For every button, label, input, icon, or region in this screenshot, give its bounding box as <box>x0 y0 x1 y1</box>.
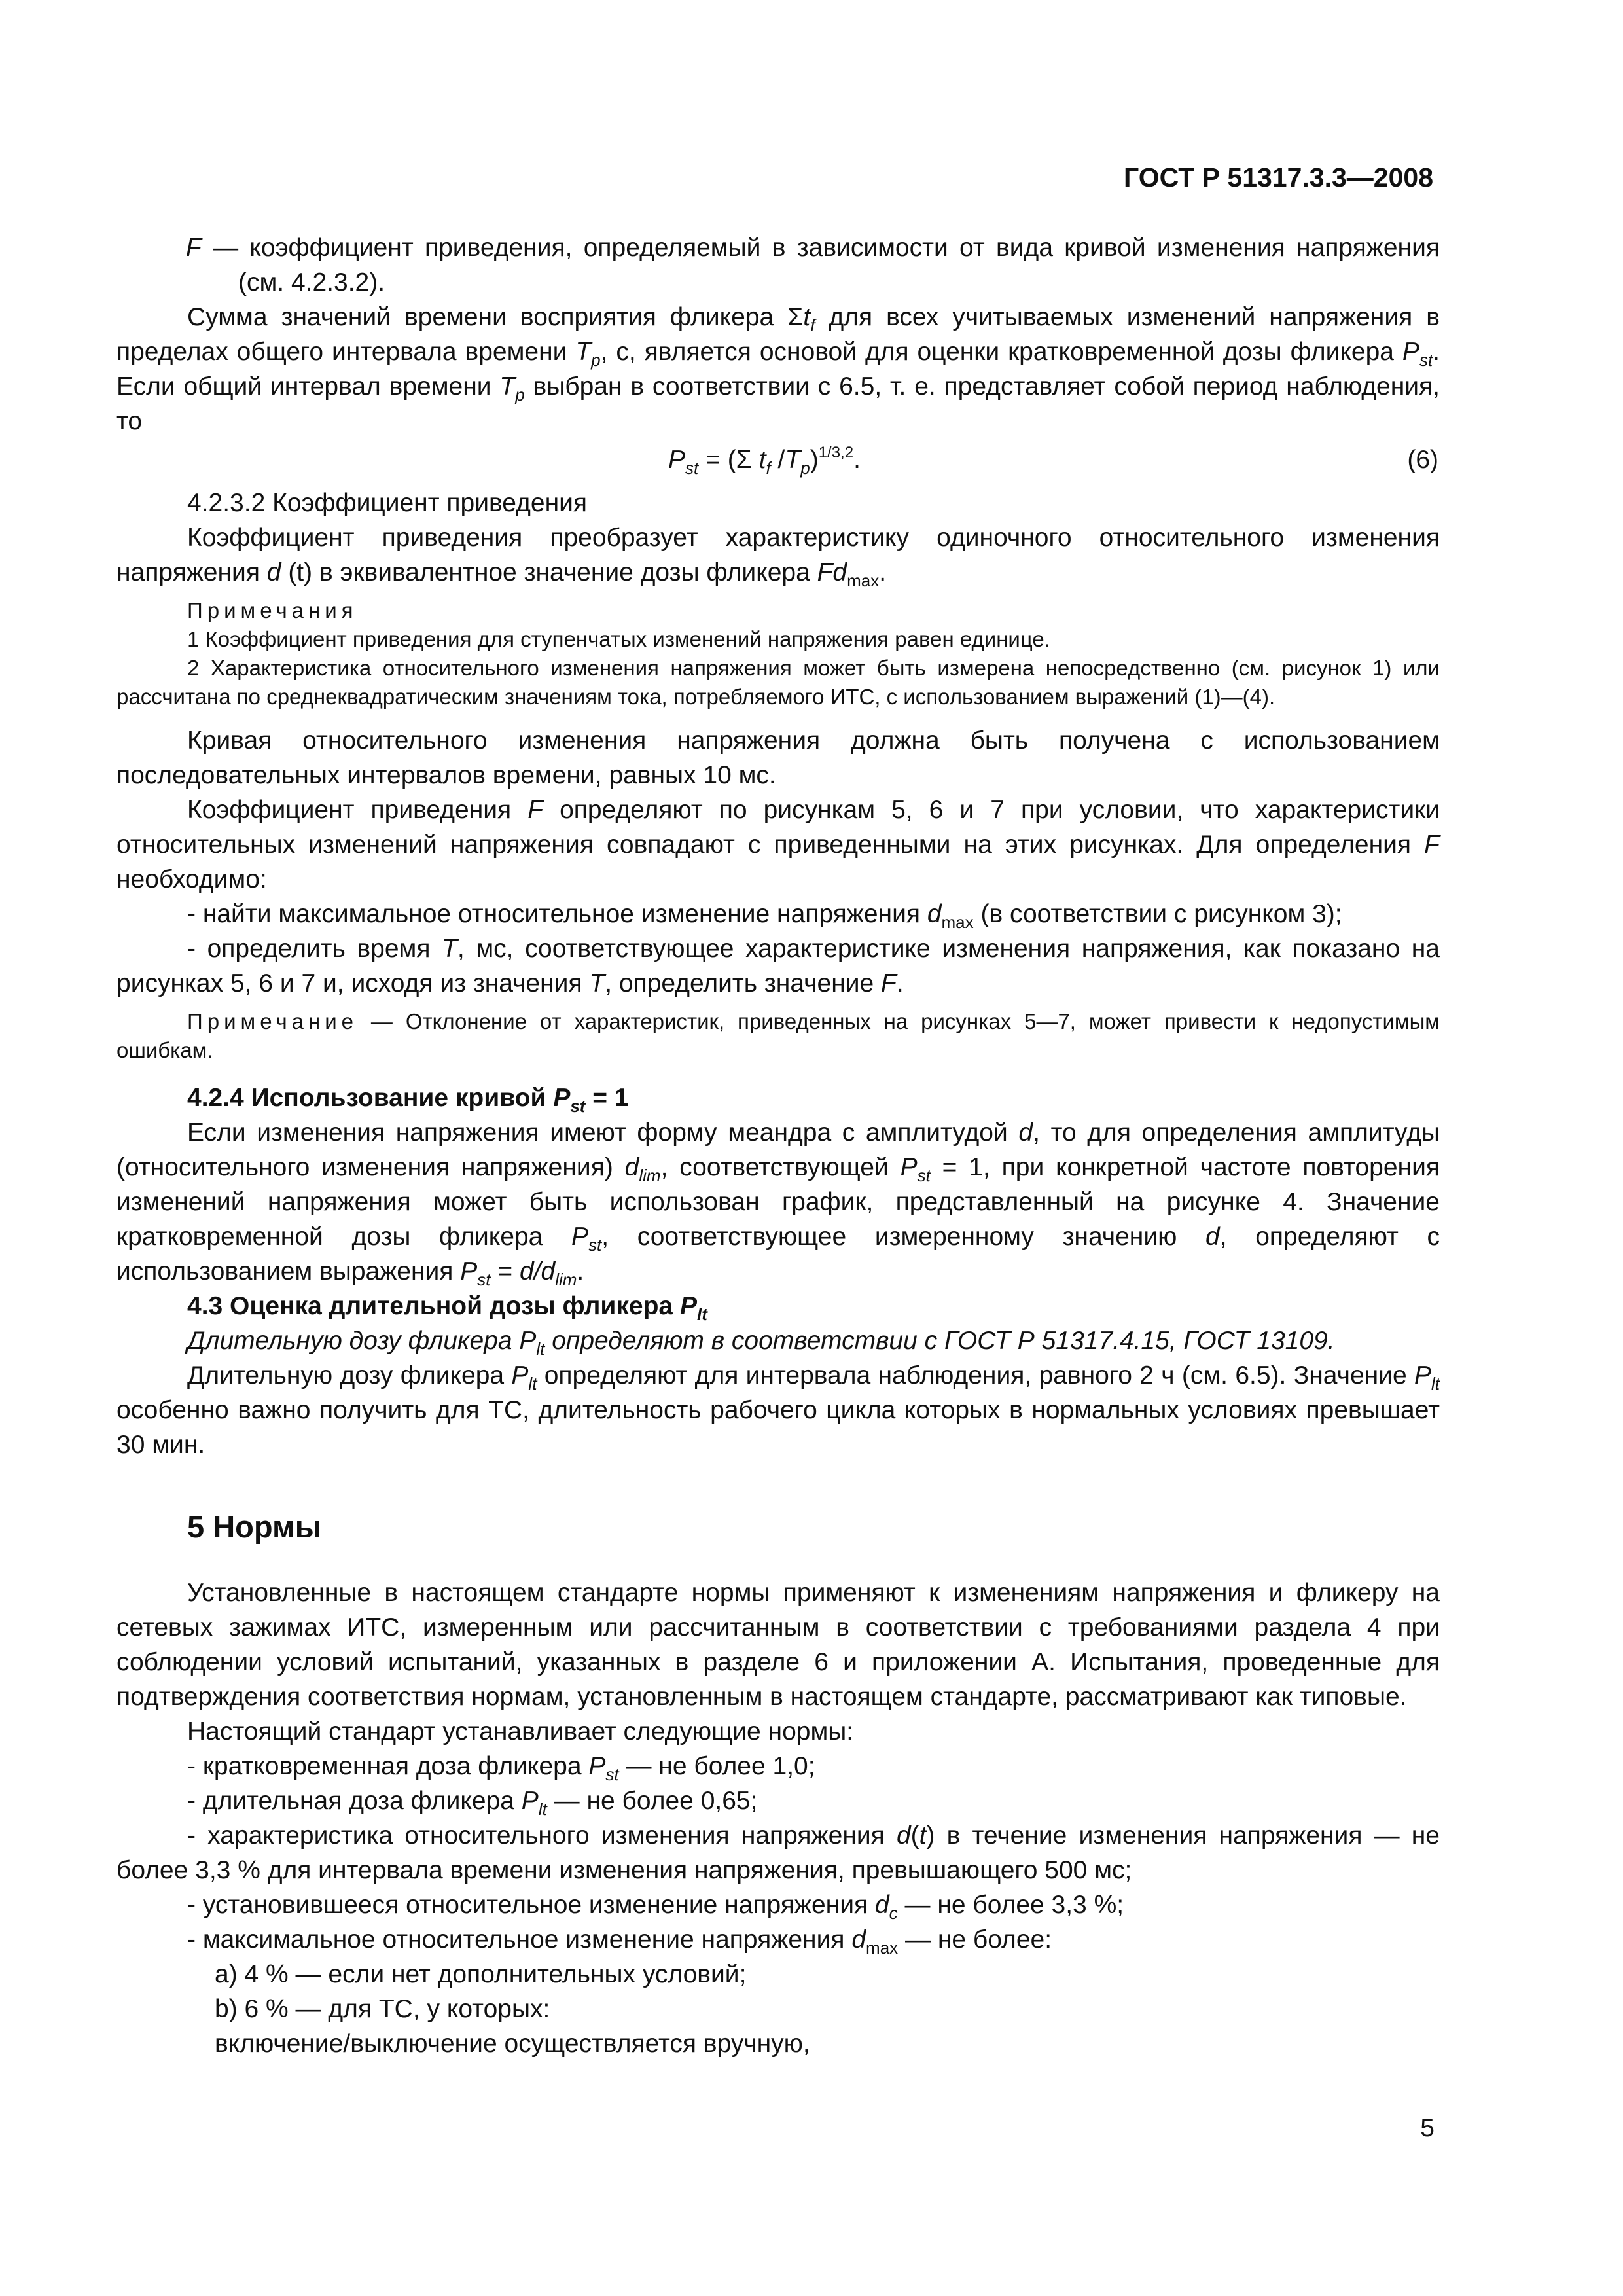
norm-item-dc: - установившееся относительное изменение напряжения $d_c$ — не более 3,3 %; <box>187 1891 1124 1923</box>
document-code-header: ГОСТ Р 51317.3.3—2008 <box>1124 162 1433 192</box>
list-item-time-T: - определить время T, мс, соответствующее характеристике изменения напряжения, как показано на рисунках 5, 6 и 7 и, исходя из значения T, определить значение F. <box>116 935 1440 997</box>
paragraph-flicker-sum: Сумма значений времени восприятия фликера $\Sigma t_f$ для всех учитываемых изменений напряжения в пределах общего интервала времени $T_p$, с, является основой для оценки кратковременной дозы фликера $P_{st}$. Если общий интервал времени $T_p$ выбран в соответствии с 6.5, т. е. представляет собой период наблюдения, то <box>116 303 1440 435</box>
norm-item-plt: - длительная доза фликера $P_{lt}$ — не более 0,65; <box>187 1787 758 1819</box>
section-5-title: 5 Нормы <box>187 1509 321 1544</box>
norm-item-pst: - кратковременная доза фликера $P_{st}$ — не более 1,0; <box>187 1752 815 1784</box>
paragraph-factor-F: Коэффициент приведения F определяют по рисункам 5, 6 и 7 при условии, что характеристики относительных изменений напряжения совпадают с приведенными на этих рисунках. Для определения F необходимо: <box>116 796 1440 893</box>
page-body <box>116 230 1440 2061</box>
paragraph-norms-intro: Установленные в настоящем стандарте нормы применяют к изменениям напряжения и фликеру на сетевых зажимах ИТС, измеренным или рассчитанным в соответствии с требованиями раздела 4 при соблюдении условий испытаний, указанных в разделе 6 и приложении А. Испытания, проведенные для подтверждения соответствия нормам, установленным в настоящем стандарте, рассматривают как типовые. <box>116 1579 1440 1711</box>
paragraph-curve: Кривая относительного изменения напряжения должна быть получена с использованием последовательных интервалов времени, равных 10 мс. <box>116 726 1440 789</box>
norm-subitem-manual: включение/выключение осуществляется вручную, <box>215 2030 810 2058</box>
norm-subitem-a: a) 4 % — если нет дополнительных условий; <box>215 1960 747 1988</box>
formula-number: (6) <box>1407 446 1438 474</box>
formula-expression: $P_{st} = (\Sigma$ $t_f$ $/T_p)^{1/3,2}$. <box>668 444 861 478</box>
list-item-dmax: - найти максимальное относительное изменение напряжения $d_{max}$ (в соответствии с рисунком 3); <box>187 900 1342 932</box>
norm-subitem-b: b) 6 % — для ТС, у которых: <box>215 1995 550 2023</box>
section-4-2-3-2-title: 4.2.3.2 Коэффициент приведения <box>187 489 588 517</box>
section-4-3-title: 4.3 Оценка длительной дозы фликера $P_{lt}$ <box>187 1292 707 1324</box>
norm-item-dmax: - максимальное относительное изменение напряжения $d_{max}$ — не более: <box>187 1926 1052 1958</box>
note-deviation: Примечание — Отклонение от характеристик, приведенных на рисунках 5—7, может привести к недопустимым ошибкам. <box>116 1009 1440 1062</box>
norm-item-dt: - характеристика относительного изменения напряжения d(t) в течение изменения напряжения — не более 3,3 % для интервала времени изменения напряжения, превышающего 500 мс; <box>116 1821 1440 1884</box>
paragraph-long-term-italic: Длительную дозу фликера $P_{lt}$ определяют в соответствии с ГОСТ Р 51317.4.15, ГОСТ 13109. <box>187 1327 1335 1359</box>
notes-heading: Примечания <box>187 598 358 622</box>
page-number: 5 <box>1420 2114 1435 2142</box>
formula-6 <box>116 442 1440 484</box>
paragraph-norms-list-intro: Настоящий стандарт устанавливает следующие нормы: <box>187 1717 854 1746</box>
note-1: 1 Коэффициент приведения для ступенчатых изменений напряжения равен единице. <box>187 627 1050 651</box>
paragraph-long-term: Длительную дозу фликера $P_{lt}$ определяют для интервала наблюдения, равного 2 ч (см. 6.5). Значение $P_{lt}$ особенно важно получить для ТС, длительность рабочего цикла которых в нормальных условиях превышает 30 мин. <box>116 1361 1440 1459</box>
definition-F: F — коэффициент приведения, определяемый в зависимости от вида кривой изменения напряжения (см. 4.2.3.2). <box>186 234 1440 296</box>
paragraph-meander: Если изменения напряжения имеют форму меандра с амплитудой d, то для определения амплитуды (относительного изменения напряжения) $d_{lim}$, соответствующей $P_{st} = 1$, при конкретной частоте повторения изменений напряжения может быть использован график, представленный на рисунке 4. Значение кратковременной дозы фликера $P_{st}$, соответствующее измеренному значению d, определяют с использованием выражения $P_{st} = d/d_{lim}$. <box>116 1119 1440 1289</box>
note-2: 2 Характеристика относительного изменения напряжения может быть измерена непосредственно (см. рисунок 1) или рассчитана по среднеквадратическим значениям тока, потребляемого ИТС, с использованием выражений (1)—(4). <box>116 656 1440 709</box>
section-4-2-4-title: 4.2.4 Использование кривой $P_{st} = 1$ <box>187 1084 629 1116</box>
paragraph-conversion-factor: Коэффициент приведения преобразует характеристику одиночного относительного изменения напряжения d (t) в эквивалентное значение дозы фликера $Fd_{max}$. <box>116 524 1440 590</box>
